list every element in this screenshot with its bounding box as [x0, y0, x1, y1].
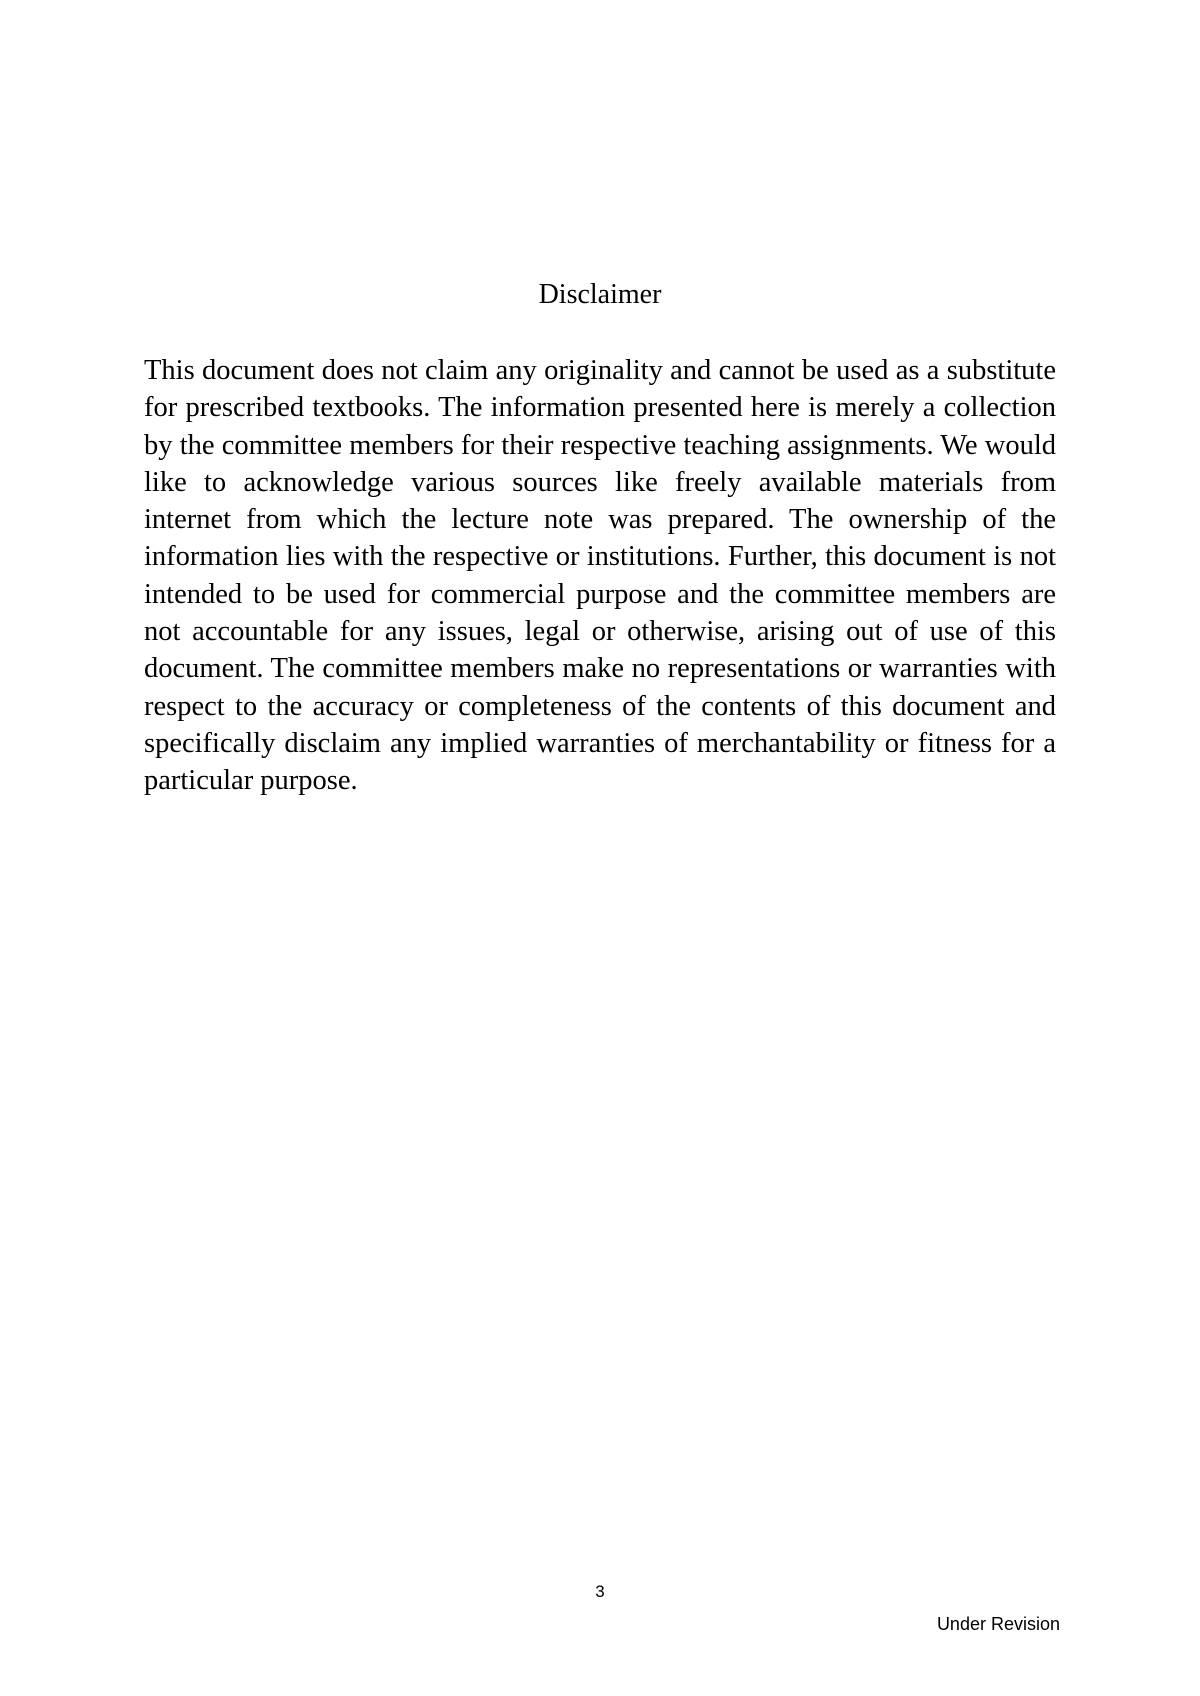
page-number: 3	[595, 1582, 605, 1601]
page-title: Disclaimer	[538, 279, 662, 310]
disclaimer-paragraph: This document does not claim any originality and cannot be used as a substitute for prescribed textbooks. The information presented here is merely a collection by the committee members for their respective teaching assignments. We would like to acknowledge various sources like freely available materials from internet from which the lecture note was prepared. The ownership of the information lies with the respective or institutions. Further, this document is not intended to be used for commercial purpose and the committee members are not accountable for any issues, legal or otherwise, arising out of use of this document. The committee members make no representations or warranties with respect to the accuracy or completeness of the contents of this document and specifically disclaim any implied warranties of merchantability or fitness for a particular purpose.	[144, 355, 1056, 797]
revision-status: Under Revision	[936, 1614, 1060, 1634]
